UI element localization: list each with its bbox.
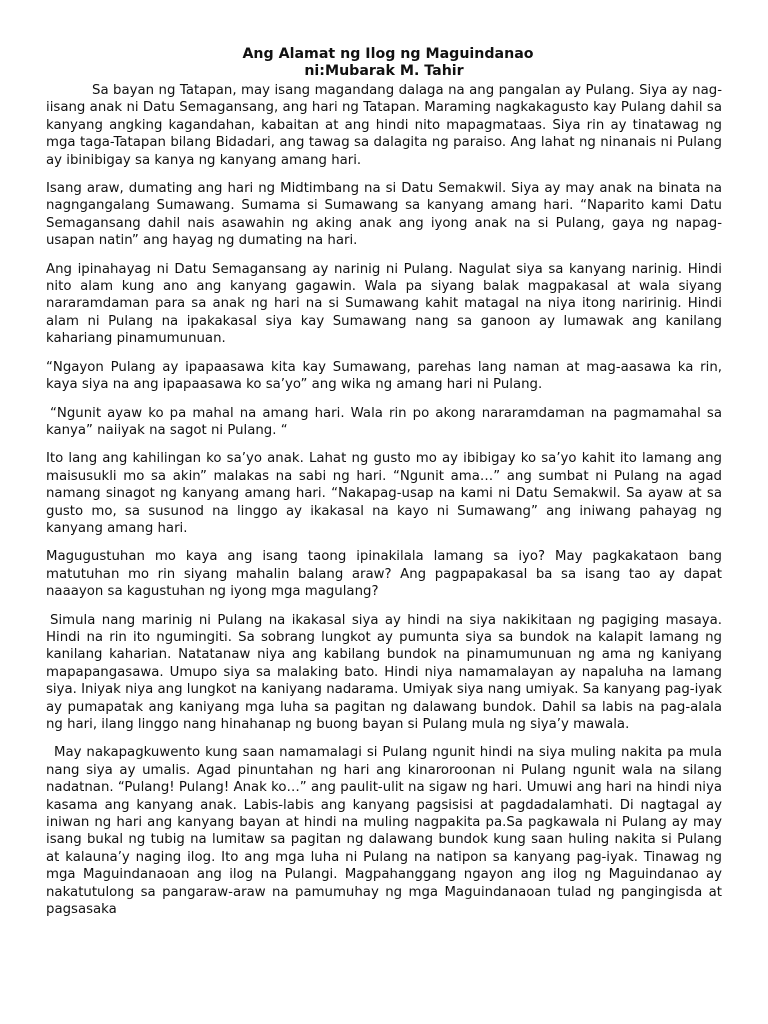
paragraph-3: Ang ipinahayag ni Datu Semagansang ay narinig ni Pulang. Nagulat siya sa kanyang narinig. Hindi nito alam kung ano ang kanyang gagawin. Wala pa siyang balak magpakasal at wala siyang nararamdaman para sa anak ng hari na si Sumawang kahit matagal na niya itong naririnig. Hindi alam ni Pulang na ipakakasal siya kay Sumawang nang sa ganoon ay lumawak ang kanilang kahariang pinamumunuan. (46, 261, 722, 347)
paragraph-6: Ito lang ang kahilingan ko sa’yo anak. Lahat ng gusto mo ay ibibigay ko sa’yo kahit ito lamang ang maisusukli mo sa akin” malakas na sabi ng hari. “Ngunit ama…” ang sumbat ni Pulang na agad namang sinagot ng kanyang amang hari. “Nakapag-usap na kami ni Datu Semakwil. Sa ayaw at sa gusto mo, sa susunod na linggo ay ikakasal na kayo ni Sumawang” ang iniwang pahayag ng kanyang amang hari. (46, 451, 722, 536)
document-page (46, 46, 722, 929)
paragraph-9: May nakapagkuwento kung saan namamalagi si Pulang ngunit hindi na siya muling nakita pa mula nang siya ay umalis. Agad pinuntahan ng hari ang kinaroroonan ni Pulang ngunit wala na silang nadatnan. “Pulang! Pulang! Anak ko…” ang paulit-ulit na sigaw ng hari. Umuwi ang hari na hindi niya kasama ang kanyang anak. Labis-labis ang kanyang pagsisisi at pagdadalamhati. Di nagtagal ay iniwan ng hari ang kanyang bayan at hindi na muling nagpakita pa.Sa pagkawala ni Pulang ay may isang bukal ng tubig na lumitaw sa pagitan ng dalawang bundok kung saan huling nakita si Pulang at kalauna’y naging ilog. Ito ang mga luha ni Pulang na natipon sa kanyang pag-iyak. Tinawag ng mga Maguindanaoan ang ilog na Pulangi. Magpahanggang ngayon ang ilog ng Maguindanao ay nakatutulong sa pangaraw-araw na pamumuhay ng mga Maguindanaoan tulad ng pangingisda at pagsasaka (46, 745, 722, 918)
paragraph-4: “Ngayon Pulang ay ipapaasawa kita kay Sumawang, parehas lang naman at mag-aasawa ka rin, kaya siya na ang ipapaasawa ko sa’yo” ang wika ng amang hari ni Pulang. (46, 359, 722, 393)
paragraph-1: Sa bayan ng Tatapan, may isang magandang dalaga na ang pangalan ay Pulang. Siya ay nag-iisang anak ni Datu Semagansang, ang hari ng Tatapan. Maraming nagkakagusto kay Pulang dahil sa kanyang angking kagandahan, kabaitan at ang hindi nito mapagmataas. Siya rin ay tinatawag ng mga taga-Tatapan bilang Bidadari, ang tawag sa dalagita ng paraiso. Ang lahat ng ninanais ni Pulang ay ibinibigay sa kanya ng kanyang amang hari. (46, 83, 722, 168)
document-author: ni:Mubarak M. Tahir (304, 63, 464, 79)
paragraph-7: Magugustuhan mo kaya ang isang taong ipinakilala lamang sa iyo? May pagkakataon bang matutuhan mo rin siyang mahalin balang araw? Ang pagpapakasal ba sa isang tao ay dapat naaayon sa kagustuhan ng iyong mga magulang? (46, 549, 722, 600)
paragraph-2: Isang araw, dumating ang hari ng Midtimbang na si Datu Semakwil. Siya ay may anak na binata na nagngangalang Sumawang. Sumama si Sumawang sa kanyang amang hari. “Naparito kami Datu Semagansang dahil nais asawahin ng aking anak ang iyong anak na si Pulang, gaya ng napag-usapan natin” ang hayag ng dumating na hari. (46, 181, 722, 249)
document-title: Ang Alamat ng Ilog ng Maguindanao (242, 46, 534, 62)
paragraph-8: Simula nang marinig ni Pulang na ikakasal siya ay hindi na siya nakikitaan ng pagiging masaya. Hindi na rin ito ngumingiti. Sa sobrang lungkot ay pumunta siya sa bundok na kalapit lamang ng kanilang kaharian. Natatanaw niya ang kabilang bundok na pinamumunuan ng ama ng kaniyang mapapangasawa. Umupo siya sa malaking bato. Hindi niya namamalayan ay napaluha na lamang siya. Iniyak niya ang lungkot na kaniyang nadarama. Umiyak siya nang umiyak. Sa kanyang pag-iyak ay pumapatak ang kaniyang mga luha sa pagitan ng dalawang bundok. Dahil sa labis na pag-alala ng hari, ilang linggo nang hinahanap ng buong bayan si Pulang mula ng siya’y mawala. (46, 612, 722, 732)
paragraph-5: “Ngunit ayaw ko pa mahal na amang hari. Wala rin po akong nararamdaman na pagmamahal sa kanya” naiiyak na sagot ni Pulang. “ (46, 405, 722, 438)
